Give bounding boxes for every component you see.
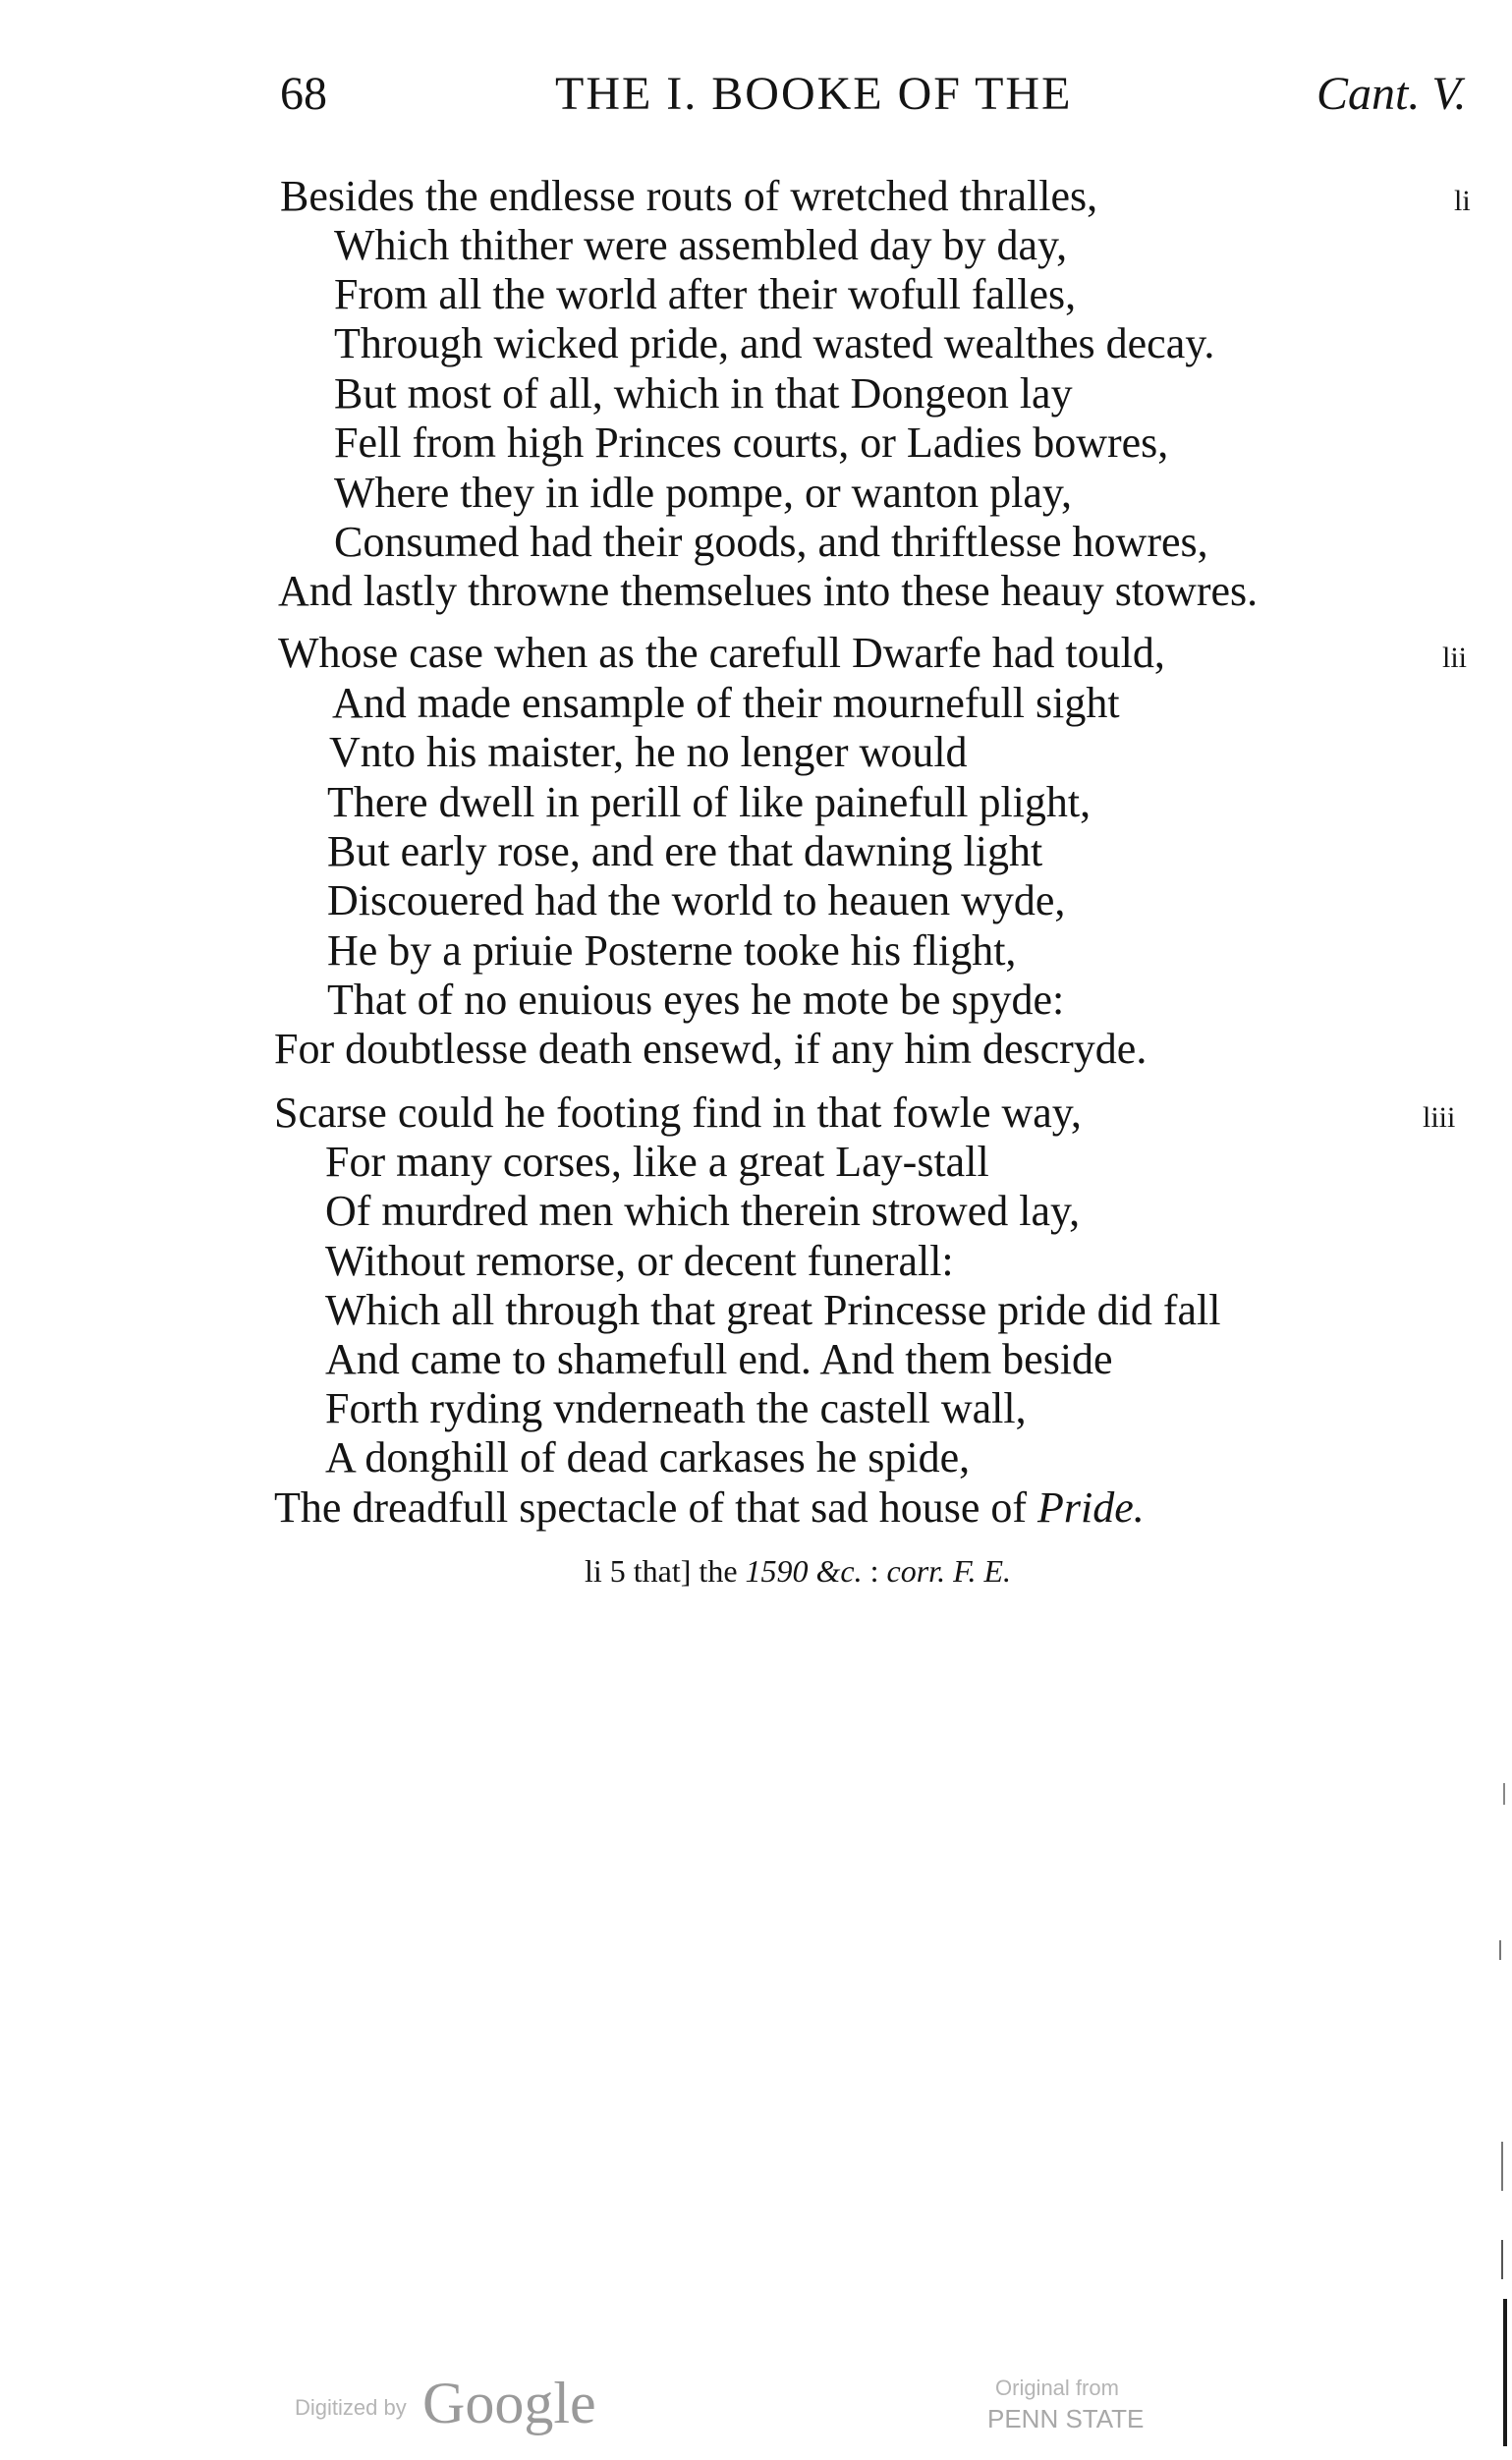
verse-line: Where they in idle pompe, or wanton play, xyxy=(334,469,1073,517)
scan-edge-mark xyxy=(1499,1940,1501,1960)
footnote-ref: li 5 that] xyxy=(585,1553,692,1589)
footnote xyxy=(585,1555,1011,1587)
verse-line: Discouered had the world to heauen wyde, xyxy=(327,876,1066,924)
canto-label: Cant. V. xyxy=(1316,68,1467,120)
pride-word: Pride. xyxy=(1037,1483,1145,1532)
stanza-number: liii xyxy=(1423,1101,1456,1134)
scan-edge-mark xyxy=(1503,1783,1505,1805)
verse-line: Whose case when as the carefull Dwarfe had tould, xyxy=(278,629,1165,677)
verse-line: But early rose, and ere that dawning light xyxy=(327,827,1043,875)
verse-line: For doubtlesse death ensewd, if any him descryde. xyxy=(274,1025,1148,1073)
verse-line: Consumed had their goods, and thriftlesse howres, xyxy=(334,518,1208,566)
verse-line: Of murdred men which therein strowed lay, xyxy=(325,1187,1081,1235)
verse-line: There dwell in perill of like painefull plight, xyxy=(327,778,1092,826)
footnote-edition: 1590 &c. xyxy=(745,1553,863,1589)
scan-edge-mark xyxy=(1501,2142,1503,2191)
stanza-number: li xyxy=(1454,185,1471,217)
verse-line: Through wicked pride, and wasted wealthes decay. xyxy=(334,319,1215,367)
verse-line: And made ensample of their mournefull sight xyxy=(332,679,1120,727)
stanza-number: lii xyxy=(1442,642,1468,674)
footnote-colon: : xyxy=(862,1553,887,1589)
verse-line: For many corses, like a great Lay-stall xyxy=(325,1138,989,1186)
library-label: PENN STATE xyxy=(987,2404,1145,2433)
verse-line: He by a priuie Posterne tooke his flight, xyxy=(327,926,1017,975)
digitized-by-label: Digitized by xyxy=(295,2395,407,2420)
verse-line: Scarse could he footing find in that fowle way, xyxy=(274,1089,1082,1137)
verse-line: Without remorse, or decent funerall: xyxy=(325,1237,954,1285)
verse-line: But most of all, which in that Dongeon lay xyxy=(334,369,1073,418)
verse-line: Besides the endlesse routs of wretched thralles, xyxy=(280,172,1098,220)
footnote-correction: corr. F. E. xyxy=(886,1553,1012,1589)
verse-line: A donghill of dead carkases he spide, xyxy=(325,1433,971,1482)
verse-line: And lastly throwne themselues into these heauy stowres. xyxy=(278,567,1259,615)
verse-line: And came to shamefull end. And them beside xyxy=(325,1335,1113,1383)
running-title: THE I. BOOKE OF THE xyxy=(555,68,1073,120)
verse-line: From all the world after their wofull falles, xyxy=(334,270,1077,318)
original-from-label: Original from xyxy=(995,2376,1119,2400)
verse-line: Fell from high Princes courts, or Ladies bowres, xyxy=(334,419,1169,467)
verse-line xyxy=(274,1483,1145,1532)
scan-edge-mark xyxy=(1503,2299,1507,2446)
verse-line: Which thither were assembled day by day, xyxy=(334,221,1068,269)
google-logo: Google xyxy=(422,2371,596,2435)
verse-line-text: The dreadfull spectacle of that sad house of xyxy=(274,1483,1038,1532)
verse-line: Forth ryding vnderneath the castell wall, xyxy=(325,1384,1027,1432)
page-number: 68 xyxy=(280,68,327,120)
scan-edge-mark xyxy=(1501,2240,1503,2279)
verse-line: That of no enuious eyes he mote be spyde: xyxy=(327,976,1065,1024)
footnote-word: the xyxy=(691,1553,746,1589)
verse-line: Which all through that great Princesse pride did fall xyxy=(325,1286,1221,1334)
verse-line: Vnto his maister, he no lenger would xyxy=(329,728,968,776)
